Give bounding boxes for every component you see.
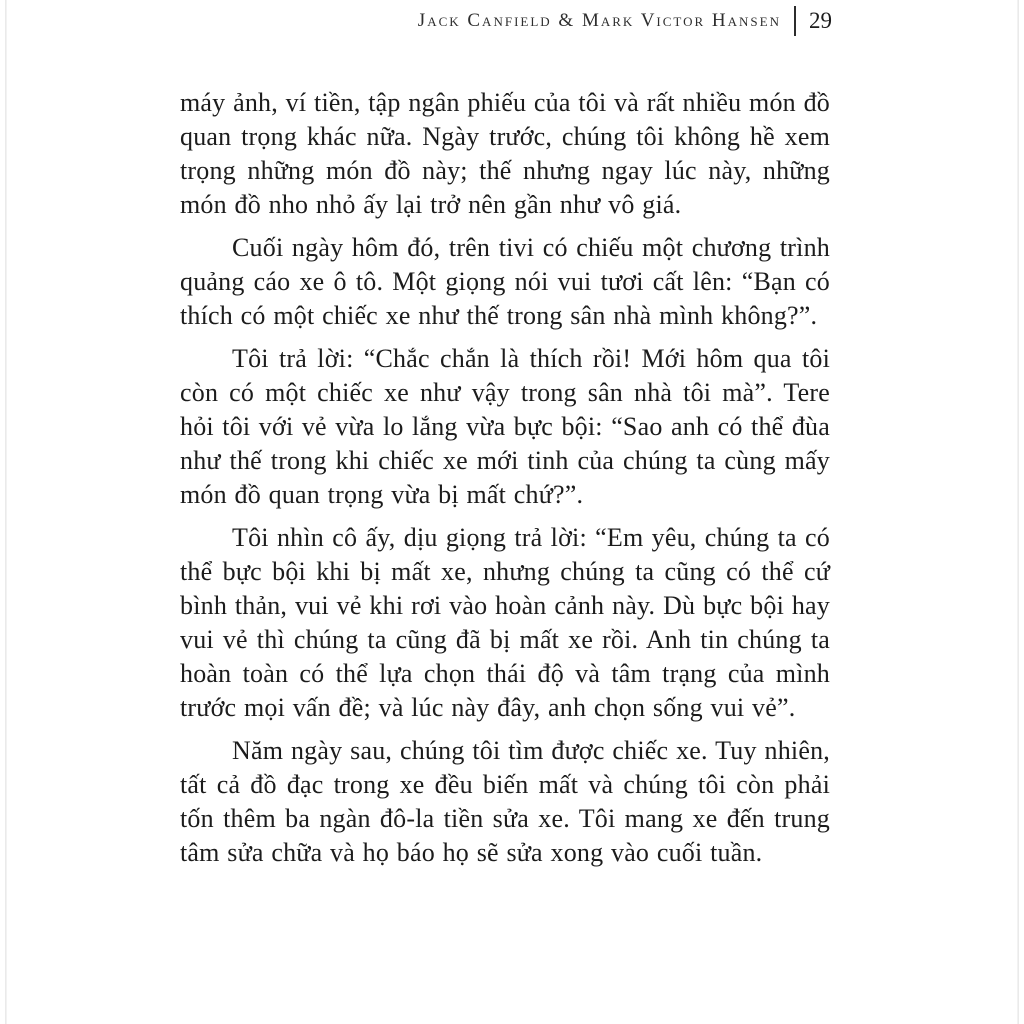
paragraph: máy ảnh, ví tiền, tập ngân phiếu của tôi và rất nhiều món đồ quan trọng khác nữa. Ngày trước, chúng tôi không hề xem trọng những món đồ này; thế nhưng ngay lúc này, những món đồ nho nhỏ ấy lại trở nên gần như vô giá. <box>180 88 830 219</box>
paragraph: Tôi trả lời: “Chắc chắn là thích rồi! Mới hôm qua tôi còn có một chiếc xe như vậy trong sân nhà tôi mà”. Tere hỏi tôi với vẻ vừa lo lắng vừa bực bội: “Sao anh có thể đùa như thế trong khi chiếc xe mới tinh của chúng ta cùng mấy món đồ quan trọng vừa bị mất chứ?”. <box>180 344 830 509</box>
paragraph: Năm ngày sau, chúng tôi tìm được chiếc xe. Tuy nhiên, tất cả đồ đạc trong xe đều biến mất và chúng tôi còn phải tốn thêm ba ngàn đô-la tiền sửa xe. Tôi mang xe đến trung tâm sửa chữa và họ báo họ sẽ sửa xong vào cuối tuần. <box>180 736 830 867</box>
running-head-authors: Jack Canfield & Mark Victor Hansen <box>417 10 781 31</box>
page-body <box>180 86 830 879</box>
header-divider-line <box>794 6 796 36</box>
page-header <box>418 6 832 36</box>
page-number: 29 <box>809 8 832 33</box>
paragraph: Tôi nhìn cô ấy, dịu giọng trả lời: “Em yêu, chúng ta có thể bực bội khi bị mất xe, nhưng chúng ta cũng có thể cứ bình thản, vui vẻ khi rơi vào hoàn cảnh này. Dù bực bội hay vui vẻ thì chúng ta cũng đã bị mất xe rồi. Anh tin chúng ta hoàn toàn có thể lựa chọn thái độ và tâm trạng của mình trước mọi vấn đề; và lúc này đây, anh chọn sống vui vẻ”. <box>180 523 830 722</box>
paragraph: Cuối ngày hôm đó, trên tivi có chiếu một chương trình quảng cáo xe ô tô. Một giọng nói vui tươi cất lên: “Bạn có thích có một chiếc xe như thế trong sân nhà mình không?”. <box>180 233 830 330</box>
